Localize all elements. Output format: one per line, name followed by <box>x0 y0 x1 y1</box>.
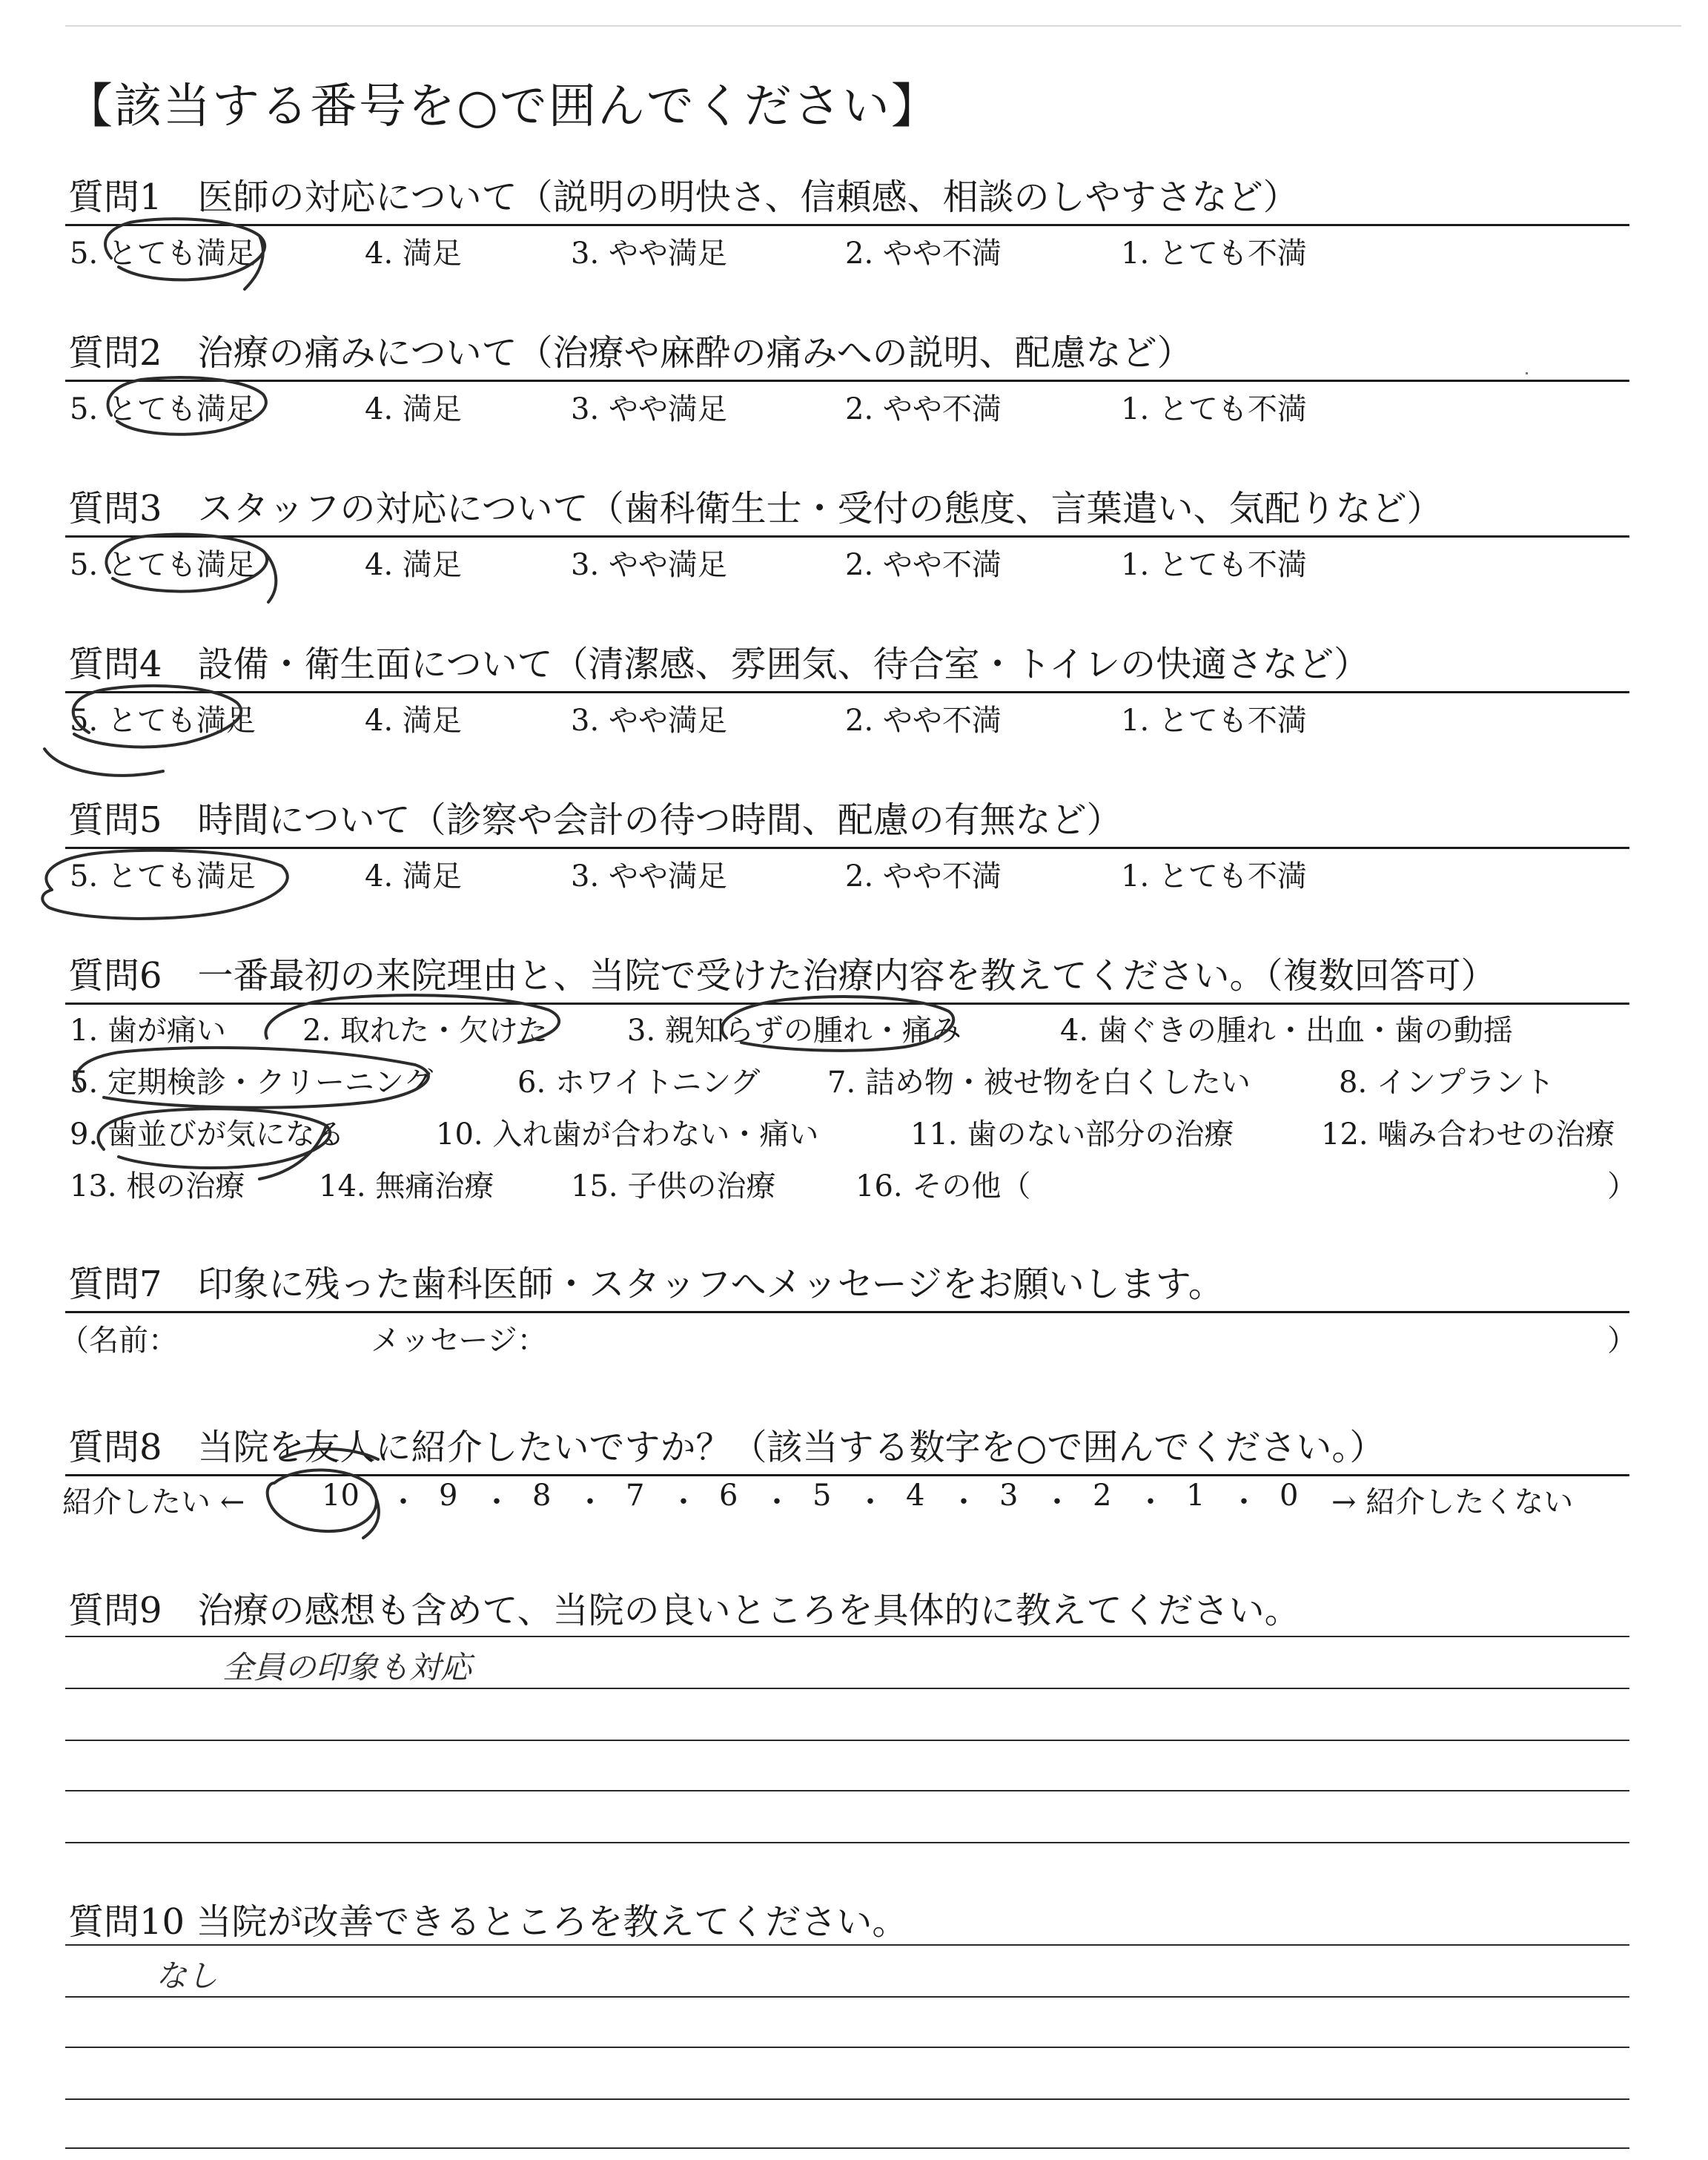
q7-name-label: （名前： <box>59 1324 178 1358</box>
q10-line-5 <box>65 2147 1629 2149</box>
question-5-options <box>70 853 1634 897</box>
question-1-options <box>70 230 1634 274</box>
q1-option-5[interactable]: 5. とても満足 <box>70 237 256 271</box>
q3-option-3[interactable]: 3. やや満足 <box>571 548 727 582</box>
question-2-options <box>70 386 1634 430</box>
q2-option-5[interactable]: 5. とても満足 <box>70 392 256 426</box>
q8-scale-separator: ・ <box>669 1485 698 1519</box>
question-7-title: 質問7 印象に残った歯科医師・スタッフへメッセージをお願いします。 <box>68 1264 1224 1305</box>
question-3-options <box>70 541 1634 586</box>
q1-option-3[interactable]: 3. やや満足 <box>571 237 727 271</box>
q4-option-5[interactable]: 5. とても満足 <box>70 704 256 738</box>
question-8 <box>65 1407 1629 1476</box>
q7-message-label: メッセージ： <box>371 1324 547 1358</box>
q5-option-2[interactable]: 2. やや不満 <box>845 859 1002 894</box>
question-7 <box>65 1244 1629 1313</box>
question-4-options <box>70 697 1634 742</box>
q8-scale-5[interactable]: 5 <box>812 1479 832 1513</box>
q8-scale-10[interactable]: 10 <box>322 1479 360 1513</box>
q1-option-1[interactable]: 1. とても不満 <box>1121 237 1307 271</box>
question-3-title: 質問3 スタッフの対応について（歯科衛生士・受付の態度、言葉遣い、気配りなど） <box>68 488 1443 529</box>
q6-item-9[interactable]: 9. 歯並びが気になる <box>70 1117 345 1152</box>
q2-option-1[interactable]: 1. とても不満 <box>1121 392 1307 426</box>
q6-row-1 <box>70 1007 1634 1051</box>
q8-scale-separator: ・ <box>388 1485 418 1519</box>
q9-line-2 <box>65 1688 1629 1689</box>
q6-item-15[interactable]: 15. 子供の治療 <box>571 1169 776 1203</box>
question-10 <box>65 1882 1629 1949</box>
q10-line-4 <box>65 2098 1629 2100</box>
q4-option-2[interactable]: 2. やや不満 <box>845 704 1002 738</box>
q8-scale-8[interactable]: 8 <box>532 1479 552 1513</box>
q6-item-11[interactable]: 11. 歯のない部分の治療 <box>910 1117 1234 1152</box>
q9-line-5 <box>65 1842 1629 1843</box>
q5-option-5[interactable]: 5. とても満足 <box>70 859 256 894</box>
question-10-title: 質問10 当院が改善できるところを教えてください。 <box>68 1901 908 1943</box>
question-2 <box>65 313 1629 382</box>
q8-scale-separator: ・ <box>855 1485 885 1519</box>
q9-line-1 <box>65 1636 1629 1637</box>
q6-item-8[interactable]: 8. インプラント <box>1339 1066 1555 1100</box>
question-6-title: 質問6 一番最初の来院理由と、当院で受けた治療内容を教えてください。（複数回答可） <box>68 955 1497 997</box>
question-5-title: 質問5 時間について（診察や会計の待つ時間、配慮の有無など） <box>68 799 1122 841</box>
q6-item-2[interactable]: 2. 取れた・欠けた <box>302 1014 548 1048</box>
q3-option-4[interactable]: 4. 満足 <box>365 548 462 582</box>
q8-scale-separator: ・ <box>762 1485 792 1519</box>
q4-option-1[interactable]: 1. とても不満 <box>1121 704 1307 738</box>
q9-line-3 <box>65 1740 1629 1741</box>
q8-scale-3[interactable]: 3 <box>999 1479 1019 1513</box>
question-1-title: 質問1 医師の対応について（説明の明快さ、信頼感、相談のしやすさなど） <box>68 176 1299 218</box>
q5-option-4[interactable]: 4. 満足 <box>365 859 462 894</box>
top-rule <box>65 25 1681 27</box>
q6-item-3[interactable]: 3. 親知らずの腫れ・痛み <box>627 1014 961 1048</box>
q6-other-close-paren: ） <box>1607 1169 1637 1203</box>
q1-option-4[interactable]: 4. 満足 <box>365 237 462 271</box>
q10-line-2 <box>65 1996 1629 1998</box>
q8-scale-0[interactable]: 0 <box>1280 1479 1299 1513</box>
q5-option-3[interactable]: 3. やや満足 <box>571 859 727 894</box>
q6-row-2 <box>70 1059 1634 1103</box>
q8-scale-separator: ・ <box>482 1485 512 1519</box>
q8-scale-2[interactable]: 2 <box>1093 1479 1112 1513</box>
q5-option-1[interactable]: 1. とても不満 <box>1121 859 1307 894</box>
q3-option-1[interactable]: 1. とても不満 <box>1121 548 1307 582</box>
q9-line-4 <box>65 1790 1629 1791</box>
q6-item-5[interactable]: 5. 定期検診・クリーニング <box>70 1066 434 1100</box>
q7-close-paren: ） <box>1607 1324 1637 1358</box>
question-9 <box>65 1571 1629 1637</box>
q4-option-3[interactable]: 3. やや満足 <box>571 704 727 738</box>
q6-row-3 <box>70 1111 1634 1155</box>
q6-item-16[interactable]: 16. その他（ <box>855 1169 1031 1203</box>
q8-scale-1[interactable]: 1 <box>1186 1479 1205 1513</box>
q6-item-12[interactable]: 12. 噛み合わせの治療 <box>1321 1117 1615 1152</box>
q2-option-2[interactable]: 2. やや不満 <box>845 392 1002 426</box>
q8-scale-7[interactable]: 7 <box>626 1479 645 1513</box>
question-8-title: 質問8 当院を友人に紹介したいですか？（該当する数字を○で囲んでください。） <box>68 1427 1386 1468</box>
q6-item-14[interactable]: 14. 無痛治療 <box>319 1169 494 1203</box>
question-3 <box>65 469 1629 538</box>
question-6 <box>65 936 1629 1005</box>
q8-left-label: 紹介したい ← <box>62 1485 245 1519</box>
q8-scale-separator: ・ <box>1136 1485 1165 1519</box>
q10-handwritten-answer[interactable]: なし <box>156 1958 219 1994</box>
q10-line-1 <box>65 1944 1629 1946</box>
q8-right-label: → 紹介したくない <box>1331 1485 1574 1519</box>
q7-fields <box>59 1317 1637 1361</box>
question-9-title: 質問9 治療の感想も含めて、当院の良いところを具体的に教えてください。 <box>68 1590 1300 1631</box>
q8-scale-6[interactable]: 6 <box>719 1479 738 1513</box>
question-4-title: 質問4 設備・衛生面について（清潔感、雰囲気、待合室・トイレの快適さなど） <box>68 644 1370 685</box>
q8-scale-separator: ・ <box>1042 1485 1072 1519</box>
question-5 <box>65 780 1629 849</box>
q9-handwritten-answer[interactable]: 全員の印象も対応 <box>222 1649 472 1685</box>
q6-item-6[interactable]: 6. ホワイトニング <box>517 1066 761 1100</box>
page-heading: 【該当する番号を○で囲んでください】 <box>65 79 940 134</box>
q8-scale-separator: ・ <box>949 1485 979 1519</box>
q6-item-4[interactable]: 4. 歯ぐきの腫れ・出血・歯の動揺 <box>1060 1014 1513 1048</box>
q8-scale <box>62 1479 1626 1523</box>
q6-item-7[interactable]: 7. 詰め物・被せ物を白くしたい <box>827 1066 1251 1100</box>
q1-option-2[interactable]: 2. やや不満 <box>845 237 1002 271</box>
q6-item-10[interactable]: 10. 入れ歯が合わない・痛い <box>436 1117 819 1152</box>
q8-scale-separator: ・ <box>1229 1485 1259 1519</box>
q2-option-4[interactable]: 4. 満足 <box>365 392 462 426</box>
question-4 <box>65 624 1629 693</box>
q3-option-5[interactable]: 5. とても満足 <box>70 548 256 582</box>
q10-line-3 <box>65 2047 1629 2048</box>
q2-option-3[interactable]: 3. やや満足 <box>571 392 727 426</box>
q4-option-4[interactable]: 4. 満足 <box>365 704 462 738</box>
q8-scale-4[interactable]: 4 <box>906 1479 925 1513</box>
question-2-title: 質問2 治療の痛みについて（治療や麻酔の痛みへの説明、配慮など） <box>68 332 1193 374</box>
q3-option-2[interactable]: 2. やや不満 <box>845 548 1002 582</box>
q8-scale-9[interactable]: 9 <box>439 1479 458 1513</box>
q6-row-4 <box>70 1163 1637 1207</box>
q6-item-13[interactable]: 13. 根の治療 <box>70 1169 245 1203</box>
scan-speck <box>1526 372 1528 374</box>
question-1 <box>65 157 1629 226</box>
q8-scale-separator: ・ <box>575 1485 605 1519</box>
q6-item-1[interactable]: 1. 歯が痛い <box>70 1014 226 1048</box>
